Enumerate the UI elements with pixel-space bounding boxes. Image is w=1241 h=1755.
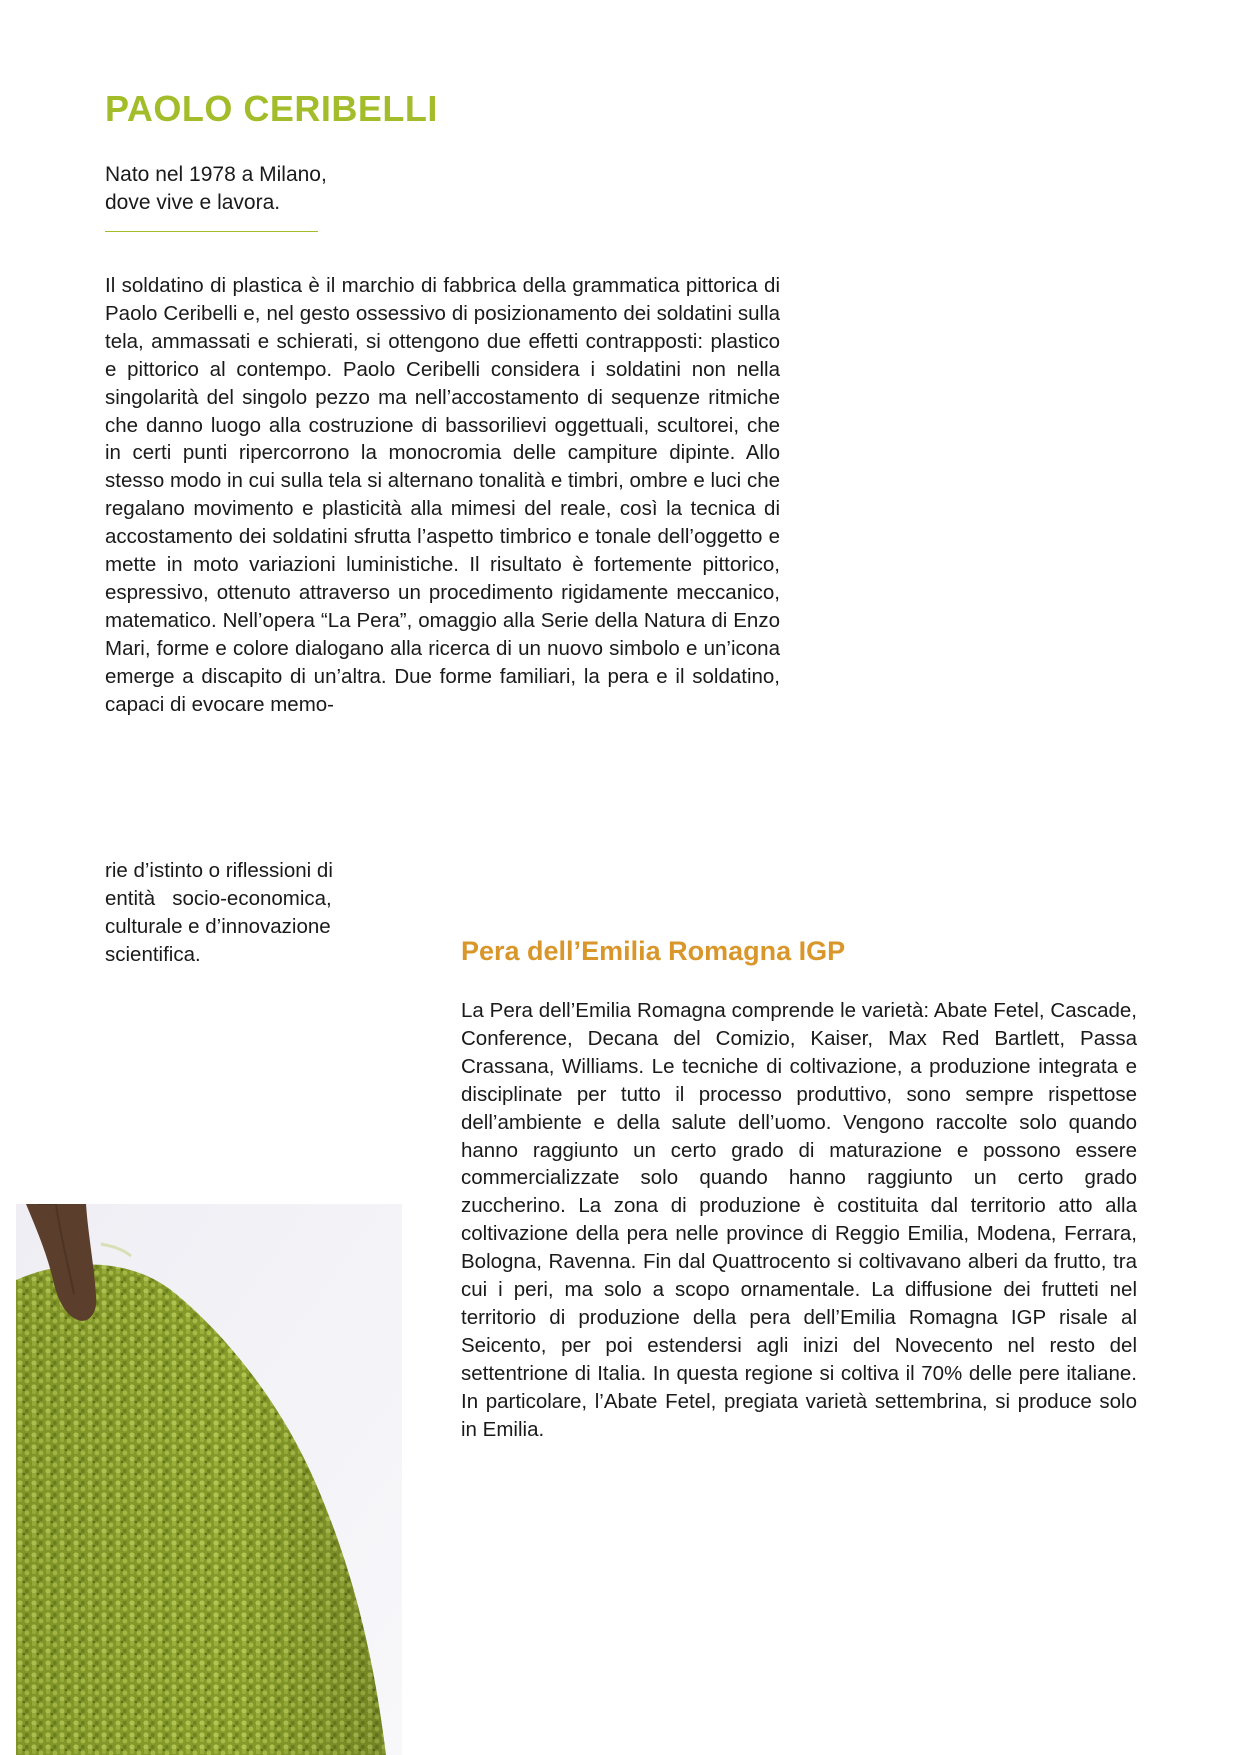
essay-line: culturale e d’innovazione <box>105 914 331 938</box>
artist-name: PAOLO CERIBELLI <box>105 88 438 129</box>
pear-artwork-image <box>16 1204 402 1755</box>
essay-line: rie d’istinto o riflessioni di <box>105 859 333 882</box>
essay-line: entità socio-economica, <box>105 886 332 910</box>
pear-section-text: La Pera dell’Emilia Romagna comprende le varietà: Abate Fetel, Cascade, Conference, Decana del Comizio, Kaiser, Max Red Bartlett, Passa Crassana, Williams. Le tecniche di coltivazione, a produzione integrata e disciplinate per tutto il processo produttivo, sono sempre rispettose dell’ambiente e della salute dell’uomo. Vengono raccolte solo quando hanno raggiunto un certo grado di maturazione e possono essere commercializzate solo quando hanno raggiunto un certo grado zuccherino. La zona di produzione è costituita dal territorio atto alla coltivazione della pera nelle province di Reggio Emilia, Modena, Ferrara, Bologna, Ravenna. Fin dal Quattrocento si coltivavano alberi da frutto, tra cui i peri, ma solo a scopo ornamentale. La diffusione dei frutteti nel territorio di produzione della pera dell’Emilia Romagna IGP risale al Seicento, per poi estendersi agli inizi del Novecento nel resto del settentrione di Italia. In questa regione si coltiva il 70% delle pere italiane. In particolare, l’Abate Fetel, pregiata varietà settembrina, si produce solo in Emilia. <box>461 999 1137 1441</box>
green-divider <box>105 231 318 232</box>
artist-essay: Il soldatino di plastica è il marchio di fabbrica della grammatica pittorica di Paolo Ceribelli e, nel gesto ossessivo di posizionamento dei soldatini sulla tela, ammassati e schierati, si ottengono due effetti contrapposti: plastico e pittorico al contempo. Paolo Ceribelli considera i soldatini non nella singolarità del singolo pezzo ma nell’accostamento di sequenze ritmiche che danno luogo alla costruzione di bassorilievi oggettuali, scultorei, che in certi punti ripercorrono la monocromia delle campiture dipinte. Allo stesso modo in cui sulla tela si alternano tonalità e timbri, ombre e luci che regalano movimento e plasticità alla mimesi del reale, così la tecnica di accostamento dei soldatini sfrutta l’aspetto timbrico e tonale dell’oggetto e mette in moto variazioni luministiche. Il risultato è fortemente pittorico, espressivo, ottenuto attraverso un procedimento rigidamente meccanico, matematico. Nell’opera “La Pera”, omaggio alla Serie della Natura di Enzo Mari, forme e colore dialogano alla ricerca di un nuovo simbolo e un’icona emerge a discapito di un’altra. Due forme familiari, la pera e il soldatino, capaci di evocare memo- <box>105 274 780 716</box>
artist-bio-line: dove vive e lavora. <box>105 191 281 214</box>
essay-line: scientifica. <box>105 942 201 966</box>
artist-bio-line: Nato nel 1978 a Milano, <box>105 163 327 186</box>
pear-section-title: Pera dell’Emilia Romagna IGP <box>461 936 846 966</box>
artist-bio <box>105 161 327 217</box>
artist-essay-continued <box>105 857 405 969</box>
